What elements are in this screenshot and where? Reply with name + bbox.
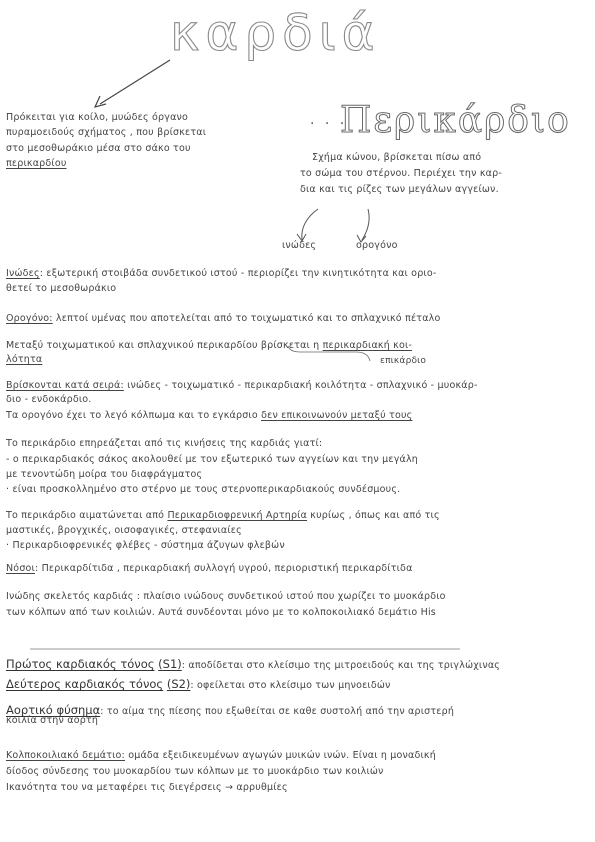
second-sound-term: Δεύτερος καρδιακός τόνος xyxy=(6,677,164,691)
inodes-text: : εξωτερική στοιβάδα συνδετικού ιστού - περιορίζει την κινητικότητα και οριο- xyxy=(39,268,437,279)
first-sound-line xyxy=(6,657,500,671)
skeleton-line-2: των κόλπων από των κοιλιών. Αυτά συνδέονται μόνο με το κολποκοιλιακό δεμάτιο His xyxy=(6,607,436,618)
branch-right-label: ορογόνο xyxy=(356,240,398,251)
first-sound-symbol: (S1) xyxy=(158,657,182,671)
order-line-2: διο - ενδοκάρδιο. xyxy=(6,394,92,405)
movement-line-2: - ο περικαρδιακός σάκος ακολουθεί με τον εξωτερικό των αγγείων και την μεγάλη xyxy=(6,454,419,465)
his-arrhythmia: → αρρυθμίες xyxy=(224,782,288,793)
page-title: καρδιά xyxy=(170,4,381,62)
second-sound-text: : οφείλεται στο κλείσιμο των μηνοειδών xyxy=(190,680,391,691)
his-ability: Ικανότητα του να μεταφέρει τις διεγέρσεις xyxy=(6,782,222,793)
intro-line-4: περικαρδίου xyxy=(6,158,67,169)
his-line-3 xyxy=(6,782,288,793)
epicardium-note: επικάρδιο xyxy=(380,356,427,366)
orogono-text: λεπτοί υμένας που αποτελείται από το τοιχωματικό και το σπλαχνικό πέταλο xyxy=(55,313,441,324)
diseases-term: Νόσοι xyxy=(6,563,35,574)
metaxy-line-2: λότητα xyxy=(6,354,43,365)
orogono-line xyxy=(6,313,441,324)
his-text: ομάδα εξειδικευμένων αγωγών μυικών ινών. Είναι η μοναδική xyxy=(128,750,436,761)
branch-left-label: ινώδες xyxy=(282,240,317,251)
pericardium-title: Περικάρδιο xyxy=(340,100,571,141)
metaxy-text: Μεταξύ τοιχωματικού και σπλαχνικού περικαρδίου βρίσκεται η xyxy=(6,340,320,351)
inodes-line-1 xyxy=(6,268,436,279)
blood-supply-line-2: μαστικές, βρογχικές, οισοφαγικές, στεφανιαίες xyxy=(6,525,242,536)
title-arrow-line xyxy=(100,60,170,104)
intro-line-2: πυραμοειδούς σχήματος , που βρίσκεται xyxy=(6,127,207,138)
skeleton-line-1: Ινώδης σκελετός καρδιάς : πλαίσιο ινώδους συνδετικού ιστού που χωρίζει το μυοκάρδιο xyxy=(6,591,446,602)
movement-line-1: Το περικάρδιο επηρεάζεται από τις κινήσεις της καρδιάς γιατί: xyxy=(6,438,323,449)
his-term: Κολποκοιλιακό δεμάτιο: xyxy=(6,750,125,761)
intro-line-3: στο μεσοθωράκιο μέσα στο σάκο του xyxy=(6,143,191,154)
first-sound-term: Πρώτος καρδιακός τόνος xyxy=(6,657,155,671)
diseases-line xyxy=(6,563,413,574)
first-sound-text: : αποδίδεται στο κλείσιμο της μιτροειδούς και της τριγλώχινας xyxy=(181,660,501,671)
blood-supply-end: κυρίως , όπως και από τις xyxy=(310,510,440,521)
movement-line-3: με τενοντώδη μοίρα του διαφράγματος xyxy=(6,469,203,480)
inodes-line-2: θετεί το μεσοθωράκιο xyxy=(6,283,117,294)
order-term: Βρίσκονται κατά σειρά: xyxy=(6,380,124,391)
metaxy-cavity: περικαρδιακή κοι- xyxy=(322,340,412,351)
blood-supply-line-1 xyxy=(6,510,440,521)
serous-note: δεν επικοινωνούν μεταξύ τους xyxy=(261,410,413,421)
pericardium-line-1: Σχήμα κώνου, βρίσκεται πίσω από xyxy=(312,152,482,163)
movement-line-4: · είναι προσκολλημένο στο στέρνο με τους στερνοπερικαρδιακούς συνδέσμους. xyxy=(6,484,401,495)
blood-supply-line-3: · Περικαρδιοφρενικές φλέβες - σύστημα άζυγων φλεβών xyxy=(6,540,285,551)
orogono-term: Ορογόνο: xyxy=(6,313,53,324)
pericardium-line-3: δια και τις ρίζες των μεγάλων αγγείων. xyxy=(300,184,499,195)
second-sound-line xyxy=(6,677,391,691)
second-sound-symbol: (S2) xyxy=(166,677,191,691)
aortic-term: Αορτικό φύσημα xyxy=(6,703,101,717)
intro-line-1: Πρόκειται για κοίλο, μυώδες όργανο xyxy=(6,112,189,123)
his-line-1 xyxy=(6,750,436,761)
branch-left-arrow xyxy=(302,209,318,240)
metaxy-line-1 xyxy=(6,340,412,351)
diseases-text: : Περικαρδίτιδα , περικαρδιακή συλλογή υγρού, περιοριστική περικαρδίτιδα xyxy=(34,563,413,574)
inodes-term: Ινώδες xyxy=(6,268,40,279)
aortic-line-2: κοιλία στην αορτή xyxy=(6,715,99,726)
branch-right-arrow xyxy=(362,209,369,240)
blood-supply-text: Το περικάρδιο αιματώνεται από xyxy=(6,510,165,521)
pericardiophrenic-artery: Περικαρδιοφρενική Αρτηρία xyxy=(167,510,308,521)
order-text: ινώδες - τοιχωματικό - περικαρδιακή κοιλότητα - σπλαχνικό - μυοκάρ- xyxy=(127,380,478,391)
title-dots: · · · xyxy=(310,116,348,132)
aortic-text: : το αίμα της πίεσης που εξωθείται σε καθε συστολή από την αριστερή xyxy=(100,706,455,717)
his-line-2: δίοδος σύνδεσης του μυοκαρδίου των κόλπων με το μυοκάρδιο των κοιλιών xyxy=(6,766,384,777)
serous-text: Τα ορογόνο έχει το λεγό κόλπωμα και το εγκάρσιο xyxy=(6,410,258,421)
order-line-3 xyxy=(6,410,412,421)
order-line-1 xyxy=(6,380,478,391)
pericardium-line-2: το σώμα του στέρνου. Περιέχει την καρ- xyxy=(300,168,502,179)
